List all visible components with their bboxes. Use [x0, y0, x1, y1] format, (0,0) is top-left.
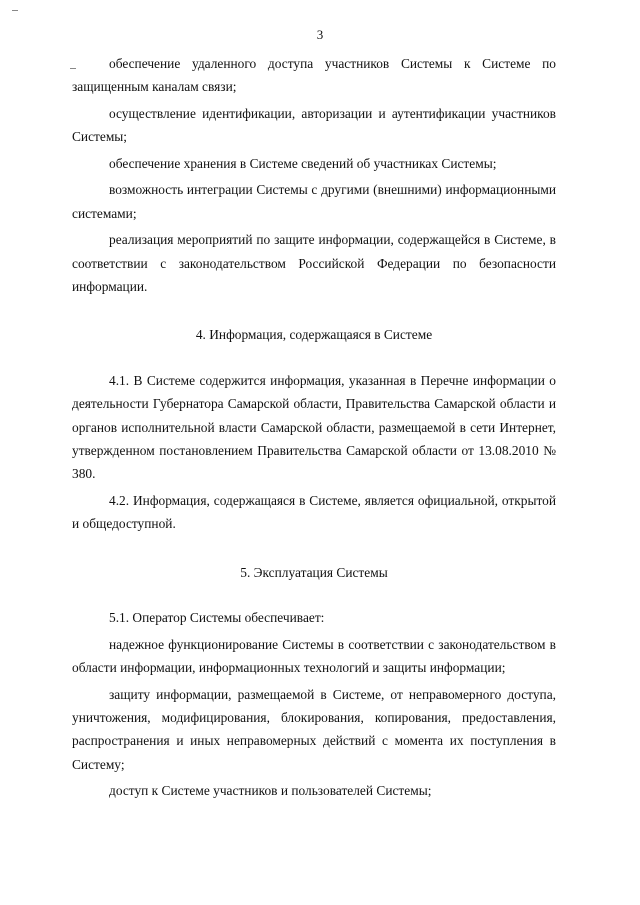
list-item-reliable-operation: надежное функционирование Системы в соответствии с законодательством в области информации, информационных технологий и защиты информации;: [72, 636, 556, 676]
list-item-information-protection: защиту информации, размещаемой в Системе, от неправомерного доступа, уничтожения, модифицирования, блокирования, копирования, предоставления, распространения и иных неправомерных действий с момента их поступления в Систему;: [72, 686, 556, 772]
list-item-protection: реализация мероприятий по защите информации, содержащейся в Системе, в соответствии с законодательством Российской Федерации по безопасности информации.: [72, 232, 556, 295]
list-item-storage: обеспечение хранения в Системе сведений об участниках Системы;: [109, 155, 497, 171]
scan-speck: [12, 10, 18, 11]
document-body: [72, 52, 556, 806]
list-item-remote-access: обеспечение удаленного доступа участников Системы к Системе по защищенным каналам связи;: [72, 56, 556, 95]
section-5-1-paragraph: 5.1. Оператор Системы обеспечивает:: [109, 610, 325, 626]
section-5-heading: 5. Эксплуатация Системы: [240, 564, 388, 580]
section-4-2-paragraph: 4.2. Информация, содержащаяся в Системе, является официальной, открытой и общедоступной.: [72, 492, 556, 532]
section-4-1-paragraph: 4.1. В Системе содержится информация, указанная в Перечне информации о деятельности Губернатора Самарской области, Правительства Самарской области и органов исполнительной власти Самарской области, размещаемой в сети Интернет, утвержденном постановлением Правительства Самарской области от 13.08.2010 № 380.: [72, 372, 556, 482]
list-item-system-access: доступ к Системе участников и пользователей Системы;: [109, 783, 432, 799]
list-item-authentication: осуществление идентификации, авторизации и аутентификации участников Системы;: [72, 105, 556, 145]
section-4-heading: 4. Информация, содержащаяся в Системе: [195, 327, 433, 343]
page-number: 3: [316, 27, 324, 42]
list-item-integration: возможность интеграции Системы с другими (внешними) информационными системами;: [72, 182, 556, 221]
